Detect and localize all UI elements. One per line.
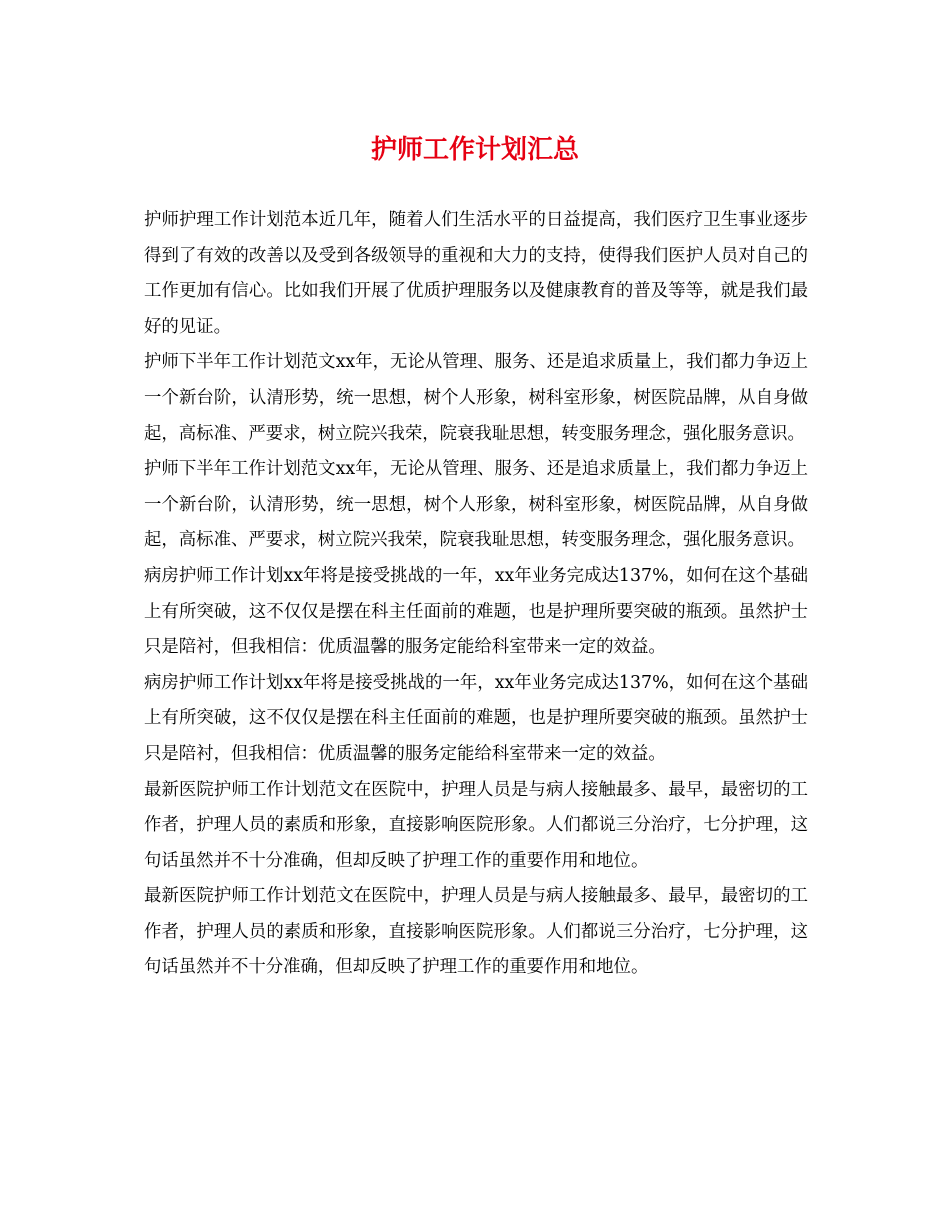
paragraph-2: 护师下半年工作计划范文xx年，无论从管理、服务、还是追求质量上，我们都力争迈上一个新台阶，认清形势，统一思想，树个人形象，树科室形象，树医院品牌，从自身做起，高标准、严要求，树立院兴我荣，院衰我耻思想，转变服务理念，强化服务意识。 — [144, 352, 808, 444]
paragraph-6: 最新医院护师工作计划范文在医院中，护理人员是与病人接触最多、最早，最密切的工作者，护理人员的素质和形象，直接影响医院形象。人们都说三分治疗，七分护理，这句话虽然并不十分准确，但却反映了护理工作的重要作用和地位。 — [144, 779, 808, 871]
paragraph-7: 最新医院护师工作计划范文在医院中，护理人员是与病人接触最多、最早，最密切的工作者，护理人员的素质和形象，直接影响医院形象。人们都说三分治疗，七分护理，这句话虽然并不十分准确，但却反映了护理工作的重要作用和地位。 — [144, 886, 808, 978]
paragraph-4: 病房护师工作计划xx年将是接受挑战的一年，xx年业务完成达137%，如何在这个基础上有所突破，这不仅仅是摆在科主任面前的难题，也是护理所要突破的瓶颈。虽然护士只是陪衬，但我相信：优质温馨的服务定能给科室带来一定的效益。 — [144, 565, 808, 658]
document-body — [144, 203, 808, 986]
paragraph-1: 护师护理工作计划范本近几年，随着人们生活水平的日益提高，我们医疗卫生事业逐步得到了有效的改善以及受到各级领导的重视和大力的支持，使得我们医护人员对自己的工作更加有信心。比如我们开展了优质护理服务以及健康教育的普及等等，就是我们最好的见证。 — [144, 210, 808, 337]
paragraph-5: 病房护师工作计划xx年将是接受挑战的一年，xx年业务完成达137%，如何在这个基础上有所突破，这不仅仅是摆在科主任面前的难题，也是护理所要突破的瓶颈。虽然护士只是陪衬，但我相信：优质温馨的服务定能给科室带来一定的效益。 — [144, 672, 808, 764]
paragraph-3: 护师下半年工作计划范文xx年，无论从管理、服务、还是追求质量上，我们都力争迈上一个新台阶，认清形势，统一思想，树个人形象，树科室形象，树医院品牌，从自身做起，高标准、严要求，树立院兴我荣，院衰我耻思想，转变服务理念，强化服务意识。 — [144, 459, 808, 551]
document-title: 护师工作计划汇总 — [370, 135, 579, 165]
